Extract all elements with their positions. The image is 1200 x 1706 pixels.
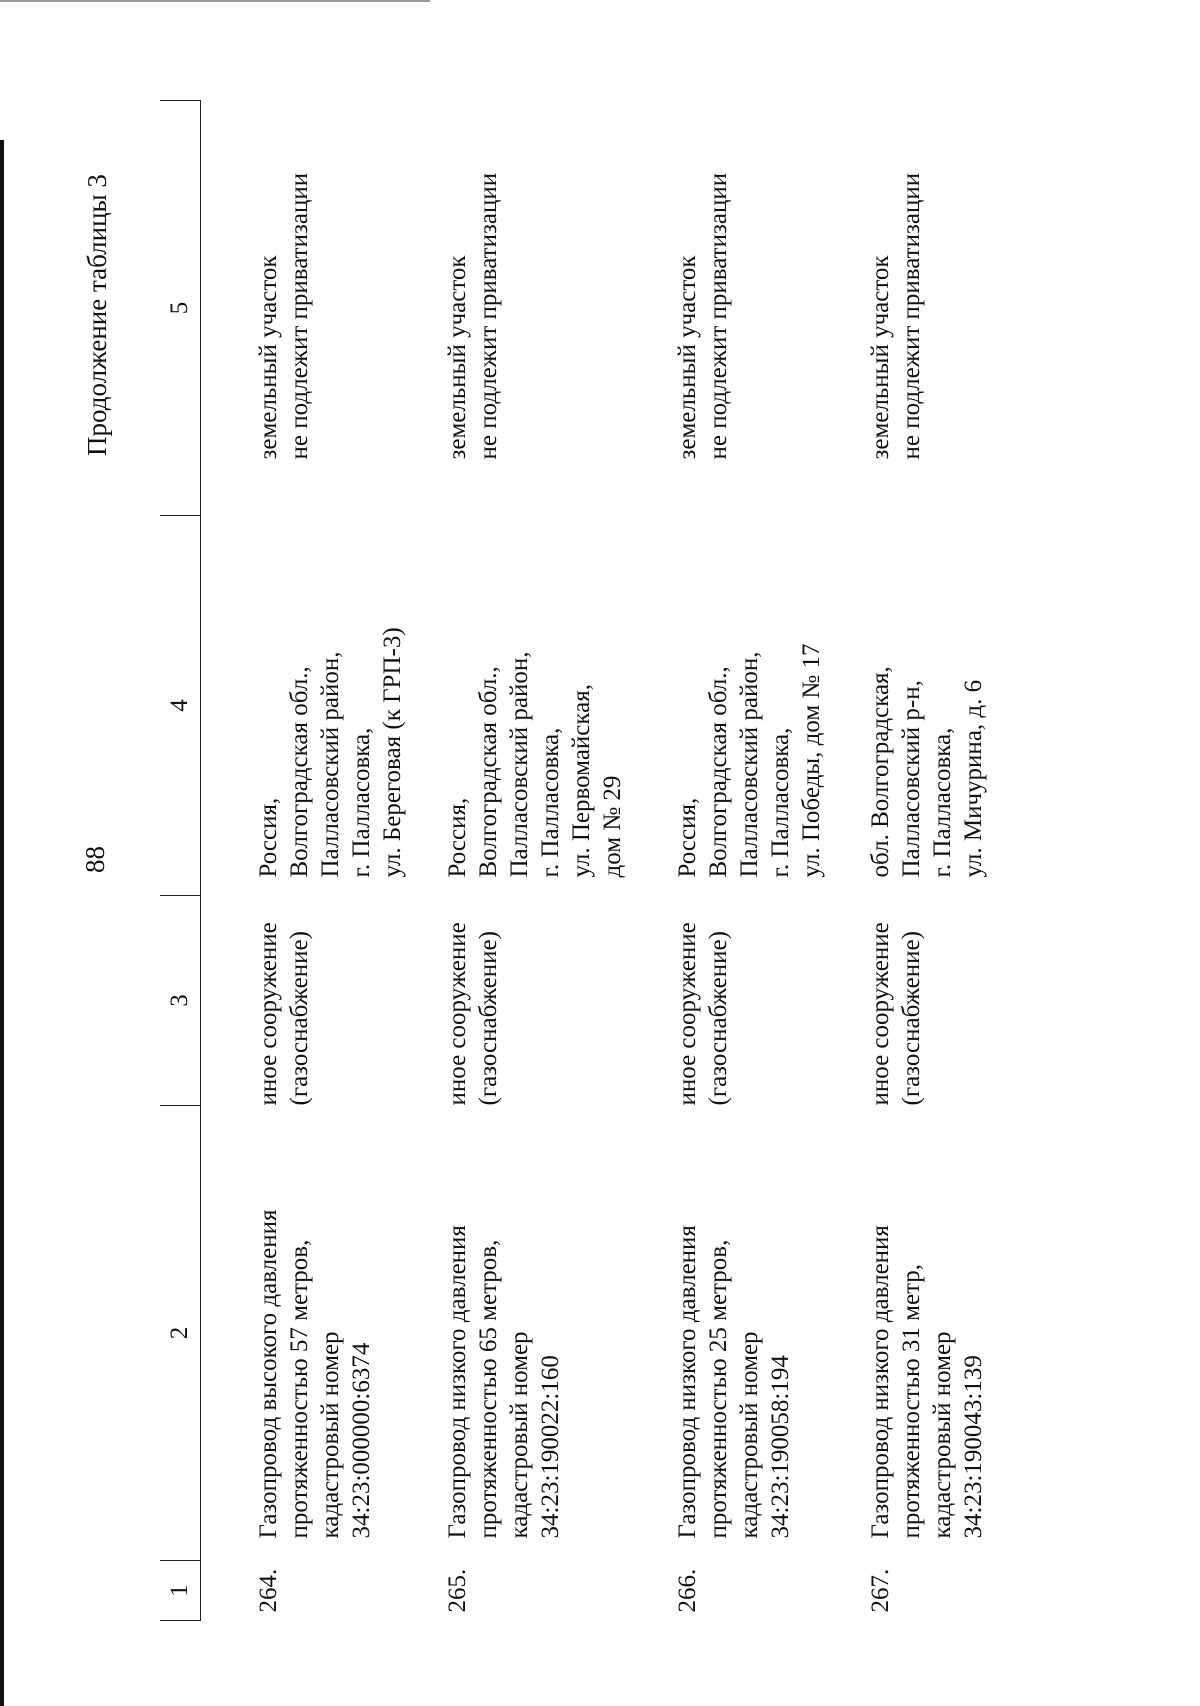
table-row [201, 101, 409, 1621]
object-type: иное сооружение (газоснабжение) [674, 922, 732, 1106]
header-col-4: 4 [160, 516, 201, 896]
land-note: земельный участок не подлежит приватизации [674, 172, 732, 460]
header-col-5: 5 [160, 101, 201, 516]
object-description: Газопровод низкого давления протяженностью 25 метров, кадастровый номер 34:23:190058:194 [674, 1225, 794, 1539]
object-address: Россия, Волгоградская обл., Палласовский район, г. Палласовка, ул. Первомайская, дом № 29 [444, 651, 626, 878]
table-continuation-caption: Продолжение таблицы 3 [82, 174, 112, 456]
property-table [160, 100, 1015, 1621]
row-number: 265. [444, 1568, 471, 1613]
object-description: Газопровод высокого давления протяженностью 57 метров, кадастровый номер 34:23:000000:6374 [255, 1209, 375, 1539]
object-type: иное сооружение (газоснабжение) [255, 922, 313, 1106]
header-col-3: 3 [160, 896, 201, 1106]
row-number: 266. [674, 1568, 701, 1613]
object-type: иное сооружение (газоснабжение) [444, 922, 502, 1106]
row-number: 267. [867, 1568, 894, 1613]
object-type: иное сооружение (газоснабжение) [867, 922, 925, 1106]
land-note: земельный участок не подлежит приватизации [867, 172, 925, 460]
header-col-2: 2 [160, 1106, 201, 1561]
object-address: Россия, Волгоградская обл., Палласовский район, г. Палласовка, ул. Победы, дом № 17 [674, 643, 825, 878]
land-note: земельный участок не подлежит приватизации [444, 172, 502, 460]
object-description: Газопровод низкого давления протяженностью 31 метр, кадастровый номер 34:23:190043:139 [867, 1225, 987, 1539]
row-number: 264. [255, 1568, 282, 1613]
object-description: Газопровод низкого давления протяженностью 65 метров, кадастровый номер 34:23:190022:160 [444, 1225, 564, 1539]
table-row [628, 101, 827, 1621]
object-address: обл. Волгоградская, Палласовский р-н, г. Палласовка, ул. Мичурина, д. 6 [867, 666, 987, 878]
table-row [827, 101, 1015, 1621]
table-row [408, 101, 628, 1621]
table-header-row [160, 101, 201, 1621]
header-col-1: 1 [160, 1561, 201, 1621]
page-number: 88 [80, 846, 110, 873]
land-note: земельный участок не подлежит приватизации [255, 172, 313, 460]
object-address: Россия, Волгоградская обл., Палласовский район, г. Палласовка, ул. Береговая (к ГРП-3) [255, 627, 406, 878]
